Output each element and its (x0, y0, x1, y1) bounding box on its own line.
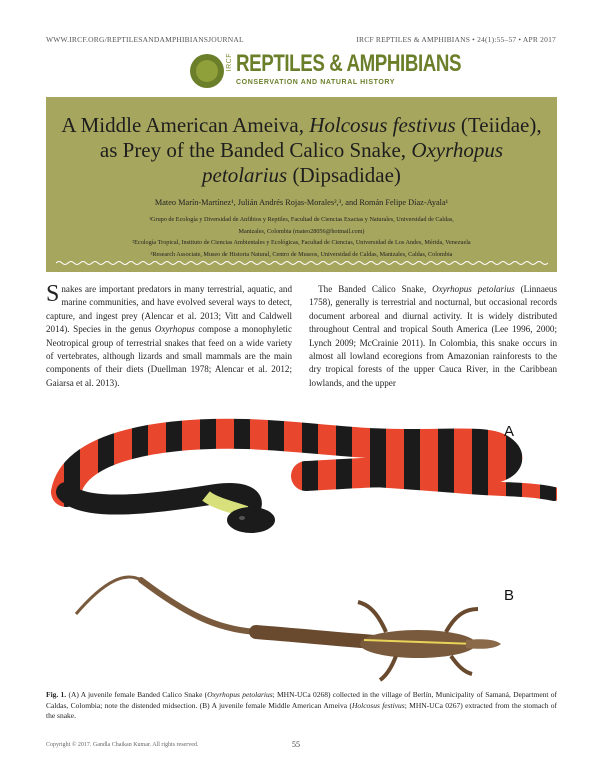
article-title: A Middle American Ameiva, Holcosus festivus (Teiidae), as Prey of the Banded Calico Snake, Oxyrhopus petolarius (Dipsadidae) (61, 113, 542, 187)
logo-ircf: IRCF (226, 53, 233, 72)
affiliations (60, 214, 543, 260)
snake-photo (66, 434, 554, 533)
journal-logo (190, 50, 462, 94)
logo-subtitle: CONSERVATION AND NATURAL HISTORY (236, 79, 396, 86)
affiliation-2: ²Ecología Tropical, Instituto de Ciencias Ambientales y Ecológicas, Facultad de Ciencias, Universidad de Los Andes, Mérida, Venezuela (132, 239, 471, 246)
affiliation-3: ³Research Associate, Museo de Historia Natural, Centro de Museos, Universidad de Caldas, Manizales, Caldas, Colombia (150, 250, 453, 258)
figure-label-a: A (504, 423, 515, 440)
figure-label-b: B (504, 587, 515, 604)
figure-caption: Fig. 1. (A) A juvenile female Banded Calico Snake (Oxyrhopus petolarius; MHN-UCa 0268) collected in the village of Berlín, Municipality of Samaná, Department of Caldas, Colombia; note the distended midsection. (B) A juvenile female Middle American Ameiva (Holcosus festivus; MHN-UCa 0267) extracted from the stomach of the snake. (46, 690, 557, 720)
journal-url: WWW.IRCF.ORG/REPTILESANDAMPHIBIANSJOURNAL (46, 35, 244, 44)
body-column-right: The Banded Calico Snake, Oxyrhopus petolarius (Linnaeus 1758), generally is terrestrial and nocturnal, but occasional records document arboreal and diurnal activity. It is widely distributed throughout Central and tropical South America (Lee 1996, 2000; Lynch 2009; McCrainie 2011). In Colombia, this snake occurs in almost all lowland ecoregions from Amazonian rainforests to the dry tropical forests of the upper Cauca River, in the Caribbean lowlands, and the upper (309, 284, 558, 388)
affiliation-1: ¹Grupo de Ecología y Diversidad de Anfibios y Reptiles, Facultad de Ciencias Exactas y Naturales, Universidad de Caldas, (149, 216, 454, 223)
journal-citation: IRCF REPTILES & AMPHIBIANS • 24(1):55–57 • APR 2017 (356, 35, 556, 44)
wavy-divider (56, 260, 548, 266)
author-list: Mateo Marín-Martínez¹, Julián Andrés Rojas-Morales²,³, and Román Felipe Díaz-Ayala¹ (154, 198, 449, 207)
body-column-left: Snakes are important predators in many terrestrial, aquatic, and marine communities, and have evolved several ways to detect, capture, and ingest prey (Alencar et al. 2013; Vitt and Caldwell 2014). Species in the genus Oxyrhopus compose a monophyletic Neotropical group of terrestrial snakes that feed on a wide variety of vertebrates, although lizards and small mammals are the main components of their diets (Duellman 1978; Alencar et al. 2012; Gaiarsa et al. 2013). (46, 281, 292, 388)
logo-title: REPTILES & AMPHIBIANS (236, 50, 462, 77)
copyright: Copyright © 2017. Gandla Chaikan Kumar. All rights reserved. (46, 742, 199, 748)
affiliation-1-email: Manizales, Colombia (mateo28056@hotmail.com) (238, 227, 365, 235)
page-number: 55 (292, 740, 300, 749)
globe-icon (190, 54, 224, 88)
lizard-photo (76, 577, 501, 680)
figure-photos (46, 404, 557, 684)
